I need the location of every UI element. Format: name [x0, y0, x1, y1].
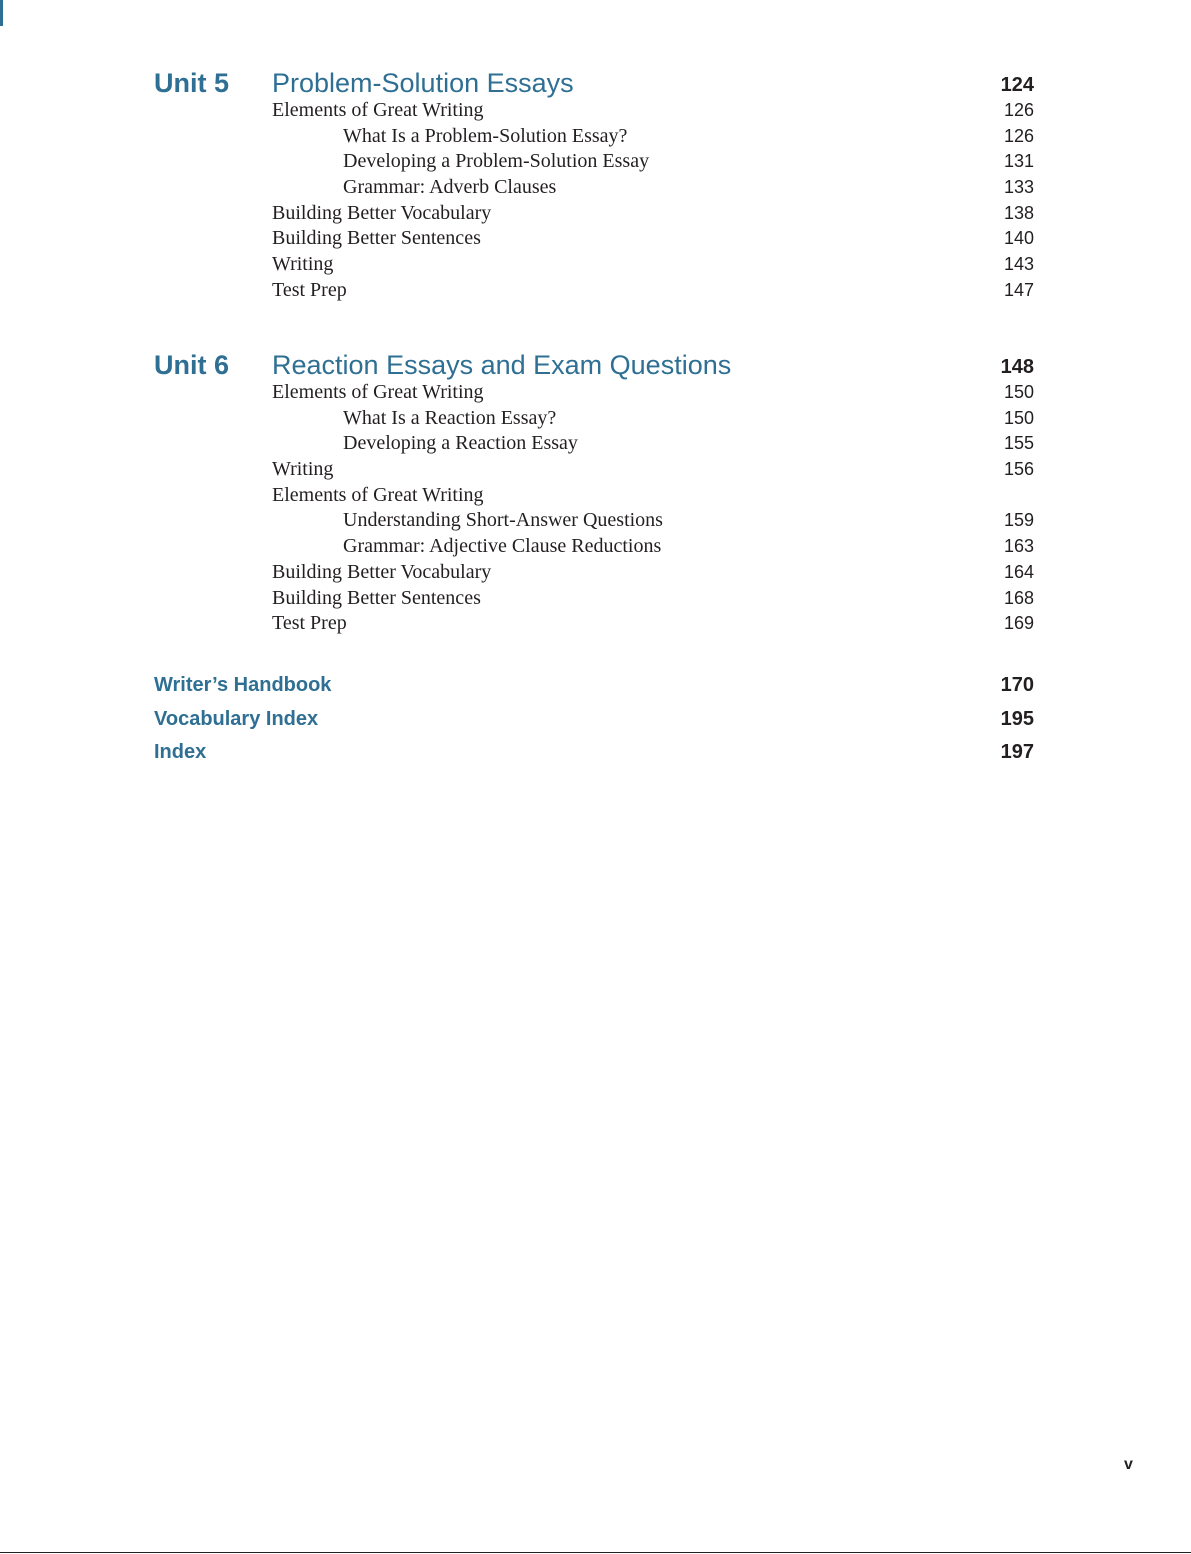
toc-entry-page-number: 147 — [1003, 279, 1034, 300]
toc-entry[interactable] — [154, 225, 1034, 251]
toc-entry[interactable] — [154, 610, 1034, 636]
toc-entry[interactable] — [154, 148, 1034, 174]
toc-entry-title: Grammar: Adverb Clauses — [343, 176, 557, 199]
backmatter-list — [154, 670, 1034, 771]
toc-entry-title: Test Prep — [272, 278, 347, 301]
toc-entry[interactable] — [154, 123, 1034, 149]
toc-entry-page-number: 131 — [1003, 151, 1034, 172]
toc-entry[interactable] — [154, 482, 1034, 508]
toc-entry-title: Writing — [272, 458, 334, 481]
bottom-rule — [0, 1552, 1191, 1553]
unit-heading[interactable] — [154, 349, 1034, 381]
toc-entry[interactable] — [154, 533, 1034, 559]
toc-entry-page-number: 159 — [1003, 510, 1034, 531]
unit-label: Unit 6 — [154, 350, 230, 380]
unit-label: Unit 5 — [154, 68, 230, 98]
toc-entry-title: Developing a Problem-Solution Essay — [343, 150, 650, 173]
backmatter-entry[interactable] — [154, 737, 1034, 771]
toc-entry-page-number: 143 — [1003, 254, 1034, 275]
toc-entry-page-number: 156 — [1003, 459, 1034, 480]
toc-entry[interactable] — [154, 174, 1034, 200]
backmatter-title: Vocabulary Index — [154, 707, 319, 730]
corner-crop-mark — [0, 0, 3, 26]
toc-entry-title: Building Better Sentences — [272, 586, 481, 609]
toc-entry[interactable] — [154, 277, 1034, 303]
backmatter-title: Index — [154, 741, 207, 763]
toc-entry-title: Developing a Reaction Essay — [343, 432, 578, 455]
toc-entry-page-number: 155 — [1003, 433, 1034, 454]
toc-entry-page-number: 126 — [1003, 125, 1034, 146]
toc-entry[interactable] — [154, 585, 1034, 611]
unit-title: Problem-Solution Essays — [272, 68, 574, 98]
unit-heading[interactable] — [154, 67, 1034, 99]
backmatter-page-number: 197 — [1000, 741, 1034, 763]
toc-entry-title: Test Prep — [272, 612, 347, 635]
page-folio: v — [1124, 1456, 1133, 1473]
toc-entry-page-number: 138 — [1003, 202, 1034, 223]
toc-entry[interactable] — [154, 379, 1034, 405]
toc-entry-page-number: 126 — [1003, 100, 1034, 120]
toc-entry-page-number: 150 — [1003, 407, 1034, 428]
unit-page-number: 124 — [1000, 74, 1034, 96]
backmatter-page-number: 170 — [1000, 674, 1034, 696]
toc-entry-title: What Is a Problem-Solution Essay? — [343, 124, 628, 147]
toc-entry-page-number: 164 — [1003, 561, 1034, 582]
toc-entry[interactable] — [154, 456, 1034, 482]
toc-entry-page-number: 168 — [1003, 587, 1034, 608]
toc-entry-page-number: 150 — [1003, 382, 1034, 402]
toc-entry[interactable] — [154, 251, 1034, 277]
toc-entry-title: Grammar: Adjective Clause Reductions — [343, 535, 662, 558]
backmatter-page-number: 195 — [1000, 707, 1034, 730]
toc-entry-title: What Is a Reaction Essay? — [343, 406, 557, 429]
toc-entry-page-number: 169 — [1003, 613, 1034, 634]
toc-entry-title: Building Better Vocabulary — [272, 201, 492, 224]
toc-entry-page-number: 133 — [1003, 177, 1034, 198]
unit-title: Reaction Essays and Exam Questions — [272, 350, 732, 380]
toc-entry-page-number: 140 — [1003, 228, 1034, 249]
toc-entry-title: Elements of Great Writing — [272, 381, 484, 403]
toc-entry-title: Elements of Great Writing — [272, 99, 484, 121]
unit-page-number: 148 — [1000, 356, 1034, 378]
toc-entry-title: Understanding Short-Answer Questions — [343, 509, 663, 532]
toc-entry-page-number: 163 — [1003, 536, 1034, 557]
unit-entries — [154, 97, 1034, 303]
toc-entry[interactable] — [154, 507, 1034, 533]
toc-entry-title: Writing — [272, 253, 334, 276]
unit-section — [154, 67, 1034, 303]
toc-entry-title: Elements of Great Writing — [272, 483, 484, 506]
unit-entries — [154, 379, 1034, 636]
backmatter-entry[interactable] — [154, 704, 1034, 738]
backmatter-title: Writer’s Handbook — [154, 674, 332, 696]
unit-section — [154, 349, 1034, 636]
toc-entry-title: Building Better Vocabulary — [272, 560, 492, 583]
toc-entry[interactable] — [154, 405, 1034, 431]
toc-entry-title: Building Better Sentences — [272, 227, 481, 250]
backmatter-entry[interactable] — [154, 670, 1034, 704]
toc-entry[interactable] — [154, 97, 1034, 123]
toc-entry[interactable] — [154, 200, 1034, 226]
toc-entry[interactable] — [154, 559, 1034, 585]
toc-entry[interactable] — [154, 430, 1034, 456]
